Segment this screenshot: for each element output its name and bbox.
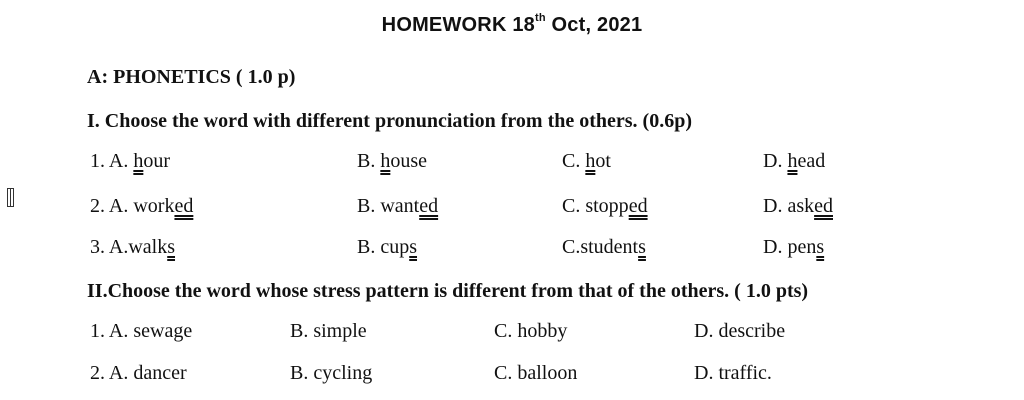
option: 2. A. dancer [90, 362, 187, 384]
part1-heading: I. Choose the word with different pronunciation from the others. (0.6p) [87, 110, 692, 132]
part2-heading: II.Choose the word whose stress pattern is different from that of the others. ( 1.0 pts) [87, 280, 809, 302]
option: D. pens [763, 236, 825, 258]
section-a-heading: A: PHONETICS ( 1.0 p) [87, 66, 296, 88]
option: B. simple [290, 320, 367, 342]
option: D. head [763, 150, 826, 172]
text-cursor-marker [7, 188, 14, 207]
option: D. asked [763, 195, 833, 217]
option: B. cycling [290, 362, 373, 384]
option: D. traffic. [694, 362, 772, 384]
title-suffix: Oct, 2021 [545, 14, 643, 36]
option: B. wanted [357, 195, 439, 217]
option: C. stopped [562, 195, 648, 217]
title-prefix: HOMEWORK 18 [381, 14, 535, 36]
option: B. cups [357, 236, 418, 258]
option: B. house [357, 150, 428, 172]
option: 1. A. hour [90, 150, 171, 172]
page-title [0, 14, 1024, 37]
option: 2. A. worked [90, 195, 194, 217]
option: 3. A.walks [90, 236, 176, 258]
title-superscript: th [535, 12, 546, 25]
option: C.students [562, 236, 646, 258]
option: 1. A. sewage [90, 320, 193, 342]
option: D. describe [694, 320, 786, 342]
option: C. balloon [494, 362, 578, 384]
option: C. hobby [494, 320, 568, 342]
option: C. hot [562, 150, 611, 172]
